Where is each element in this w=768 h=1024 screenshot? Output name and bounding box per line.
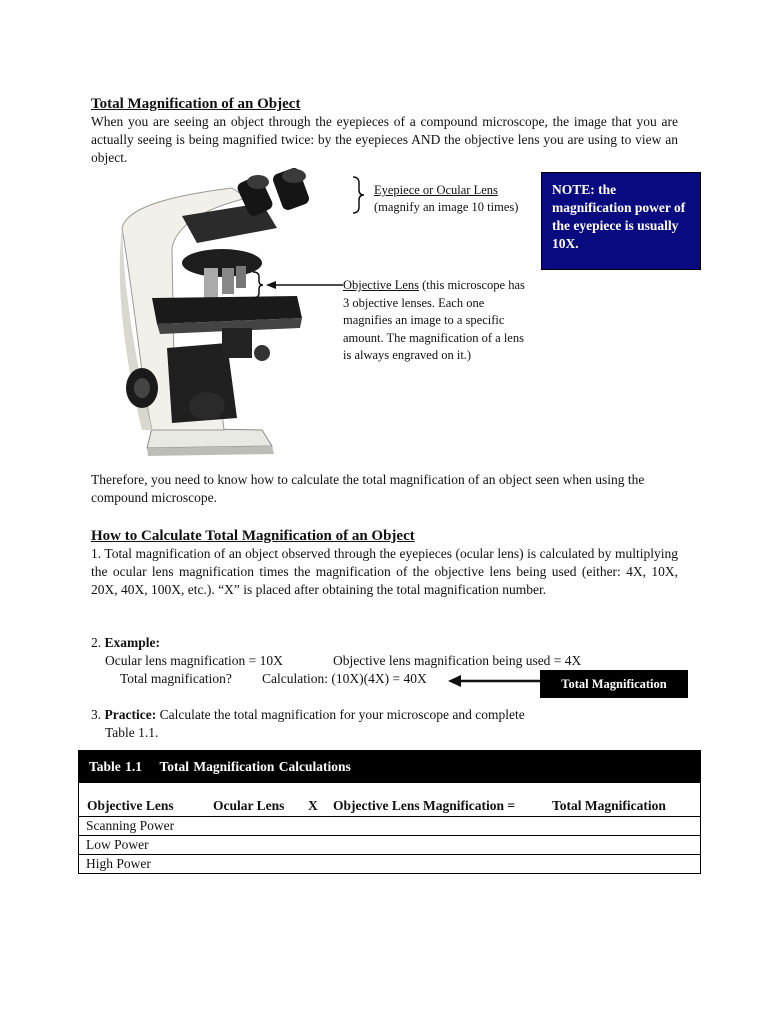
col-total-magnification: Total Magnification: [552, 798, 666, 813]
practice-text: Calculate the total magnification for your microscope and complete: [156, 707, 525, 722]
example-number: 2.: [91, 635, 102, 650]
objective-name: Objective Lens: [343, 278, 420, 292]
objective-arrow-icon: [250, 270, 345, 300]
objective-label: [343, 277, 533, 365]
step-1-paragraph: 1. Total magnification of an object observed through the eyepieces (ocular lens) is calculated by multiplying the ocular lens magnification times the magnification of the objective lens being used (either: 4X, 10X, 20X, 40X, 100X, etc.). “X” is placed after obtaining the total magnification number.: [91, 546, 678, 597]
example-ocular: Ocular lens magnification = 10X: [105, 653, 283, 668]
eyepiece-label: [374, 182, 544, 216]
example-calculation: Calculation: (10X)(4X) = 40X: [262, 671, 427, 686]
practice-label: Practice:: [104, 707, 157, 722]
example-label: Example:: [104, 635, 160, 650]
table-caption: [79, 751, 700, 782]
page-title: Total Magnification of an Object: [91, 96, 301, 112]
table-row: Scanning Power: [79, 816, 700, 835]
table-row: Low Power: [79, 835, 700, 854]
total-magnification-arrow-icon: [448, 673, 542, 689]
practice-paragraph: [91, 706, 631, 742]
table-row: High Power: [79, 854, 700, 873]
example-total-question: Total magnification?: [120, 671, 232, 686]
eyepiece-desc: (magnify an image 10 times): [374, 200, 519, 214]
example-heading: [91, 634, 160, 652]
objective-desc: (this microscope has 3 objective lenses. Each one magnifies an image to a specific amount. The magnification of a lens is always engraved on it.): [343, 278, 525, 362]
table-header-row: [79, 782, 700, 816]
example-objective: Objective lens magnification being used = 4X: [333, 653, 582, 668]
how-to-heading: How to Calculate Total Magnification of an Object: [91, 528, 415, 544]
practice-text-2: Table 1.1.: [105, 725, 159, 740]
total-magnification-callout: Total Magnification: [540, 670, 688, 698]
practice-number: 3.: [91, 707, 102, 722]
eyepiece-name: Eyepiece or Ocular Lens: [374, 183, 498, 197]
col-objective-magnification: Objective Lens Magnification =: [333, 798, 516, 813]
intro-paragraph: When you are seeing an object through the eyepieces of a compound microscope, the image that you are actually seeing is being magnified twice: by the eyepieces AND the objective lens you are using to view an object.: [91, 114, 678, 165]
table-caption-text: Total Magnification Calculations: [159, 759, 351, 774]
col-x: X: [308, 798, 318, 813]
microscope-image: [112, 168, 317, 460]
therefore-paragraph: Therefore, you need to know how to calculate the total magnification of an object seen when using the compound microscope.: [91, 472, 645, 505]
col-objective-lens: Objective Lens: [87, 798, 174, 813]
table-number: Table 1.1: [89, 759, 143, 774]
note-box: NOTE: the magnification power of the eyepiece is usually 10X.: [541, 172, 701, 270]
magnification-table: [78, 750, 701, 874]
col-ocular-lens: Ocular Lens: [213, 798, 285, 813]
eyepiece-brace-icon: [350, 175, 366, 215]
